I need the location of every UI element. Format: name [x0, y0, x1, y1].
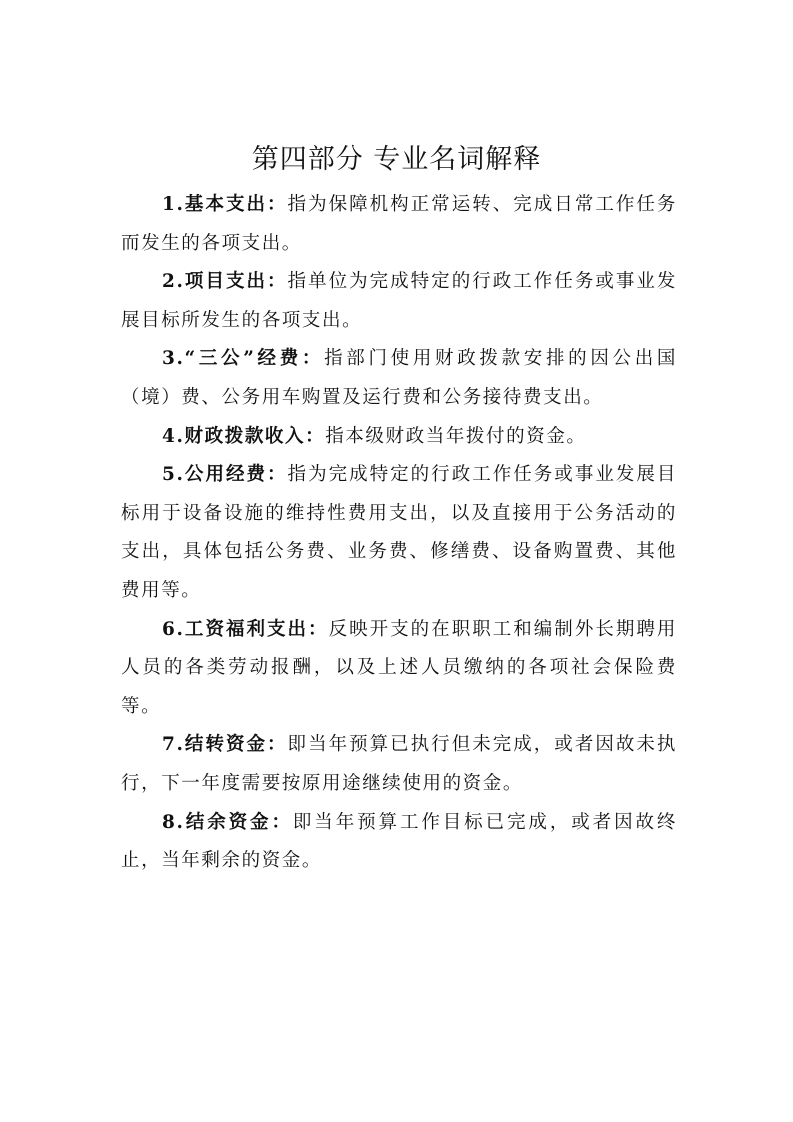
definition-text: 指本级财政当年拨付的资金。 [325, 425, 587, 447]
definition-list [121, 186, 677, 881]
definition-text: 指为保障机构正常运转、完成日常工作任务而发生的各项支出。 [121, 194, 678, 254]
definition-item [121, 611, 677, 727]
definition-text: 反映开支的在职职工和编制外长期聘用人员的各类劳动报酬，以及上述人员缴纳的各项社会保险费等。 [121, 618, 677, 717]
definition-text: 指单位为完成特定的行政工作任务或事业发展目标所发生的各项支出。 [121, 271, 678, 331]
definition-item [121, 804, 677, 881]
definition-text: 即当年预算工作目标已完成，或者因故终止，当年剩余的资金。 [121, 811, 677, 872]
definition-text: 指部门使用财政拨款安排的因公出国（境）费、公务用车购置及运行费和公务接待费支出。 [121, 348, 677, 408]
definition-term: 3.“三公”经费： [162, 348, 325, 370]
definition-term: 6.工资福利支出： [162, 618, 329, 640]
definition-term: 7.结转资金： [162, 734, 288, 756]
definition-text: 指为完成特定的行政工作任务或事业发展目标用于设备设施的维持性费用支出，以及直接用于公务活动的支出，具体包括公务费、业务费、修缮费、设备购置费、其他费用等。 [121, 464, 678, 601]
definition-item [121, 186, 677, 263]
definition-item [121, 456, 677, 610]
definition-item [121, 340, 677, 417]
definition-item [121, 418, 677, 457]
definition-term: 5.公用经费： [162, 464, 288, 486]
definition-item [121, 263, 677, 340]
definition-term: 1.基本支出： [162, 194, 288, 215]
page-title: 第四部分 专业名词解释 [251, 144, 542, 175]
definition-term: 4.财政拨款收入： [162, 425, 326, 447]
definition-term: 2.项目支出： [162, 271, 288, 293]
definition-item [121, 726, 677, 803]
definition-text: 即当年预算已执行但未完成，或者因故未执行，下一年度需要按原用途继续使用的资金。 [121, 734, 678, 794]
definition-term: 8.结余资金： [162, 811, 293, 833]
